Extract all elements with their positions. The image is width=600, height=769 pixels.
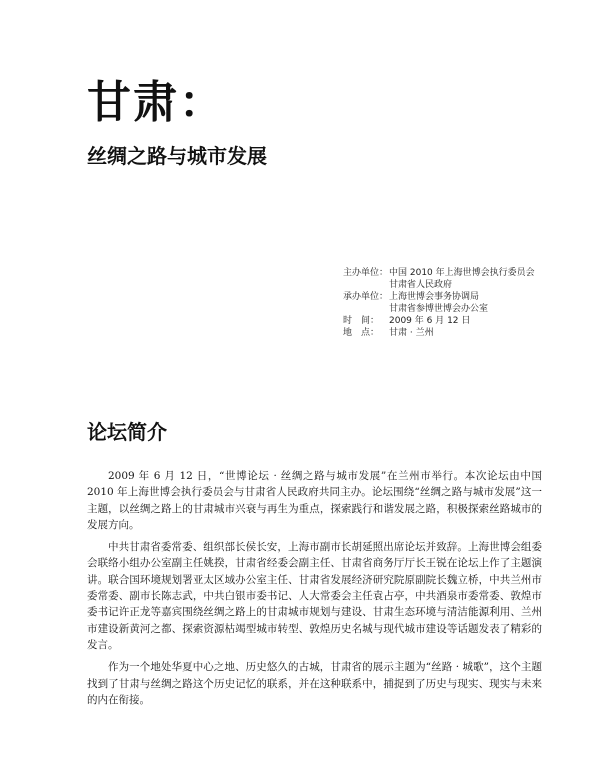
time-row — [343, 315, 583, 327]
page-title: 甘肃： — [87, 77, 225, 128]
organizer-label: 主办单位： — [343, 268, 389, 278]
undertaker-item: 甘肃省参博世博会办公室 — [389, 304, 489, 314]
body-paragraph: 中共甘肃省委常委、组织部长侯长安，上海市副市长胡延照出席论坛并致辞。上海世博会组委会联络小组办公室副主任姚揆，甘肃省经委会副主任、甘肃省商务厅厅长王锐在论坛上作了主题演讲。联合国环境规划署亚太区域办公室主任、甘肃省发展经济研究院原副院长魏立桥，中共兰州市委常委、副市长陈志武，中共白银市委书记、人大常委会主任袁占亭，中共酒泉市委常委、敦煌市委书记许正龙等嘉宾围绕丝绸之路上的甘肃城市规划与建设、甘肃生态环境与清洁能源利用、兰州市建设新黄河之都、探索资源枯竭型城市转型、敦煌历史名城与现代城市建设等话题发表了精彩的发言。 — [87, 541, 542, 651]
place-row — [343, 327, 583, 339]
body-paragraph: 作为一个地处华夏中心之地、历史悠久的古城，甘肃省的展示主题为“丝路 · 城歌”，这个主题找到了甘肃与丝绸之路这个历史记忆的联系，并在这种联系中，捕捉到了历史与现实、现实与未来的内在衔接。 — [87, 661, 542, 706]
body-paragraph: 2009 年 6 月 12 日，“世博论坛 · 丝绸之路与城市发展”在兰州市举行。本次论坛由中国 2010 年上海世博会执行委员会与甘肃省人民政府共同主办。论坛围绕“丝绸之路与城市发展”这一主题，以丝绸之路上的甘肃城市兴衰与再生为重点，探索践行和谐发展之路，积极探索丝路城市的发展方向。 — [87, 470, 542, 531]
organizer-item: 甘肃省人民政府 — [389, 280, 453, 290]
organizer-row — [343, 267, 583, 291]
time-value: 2009 年 6 月 12 日 — [389, 316, 471, 326]
page-subtitle: 丝绸之路与城市发展 — [87, 144, 267, 168]
undertaker-row — [343, 291, 583, 315]
undertaker-label: 承办单位： — [343, 292, 389, 302]
place-value: 甘肃 · 兰州 — [389, 328, 434, 338]
organizer-item: 中国 2010 年上海世博会执行委员会 — [389, 268, 535, 278]
forum-intro-body — [87, 468, 542, 714]
undertaker-item: 上海世博会事务协调局 — [389, 292, 480, 302]
section-heading: 论坛简介 — [87, 420, 167, 444]
undertaker-list — [389, 291, 488, 315]
place-label: 地 点： — [343, 328, 380, 338]
event-info-block — [343, 267, 583, 339]
time-label: 时 间： — [343, 316, 380, 326]
organizer-list — [389, 267, 535, 291]
